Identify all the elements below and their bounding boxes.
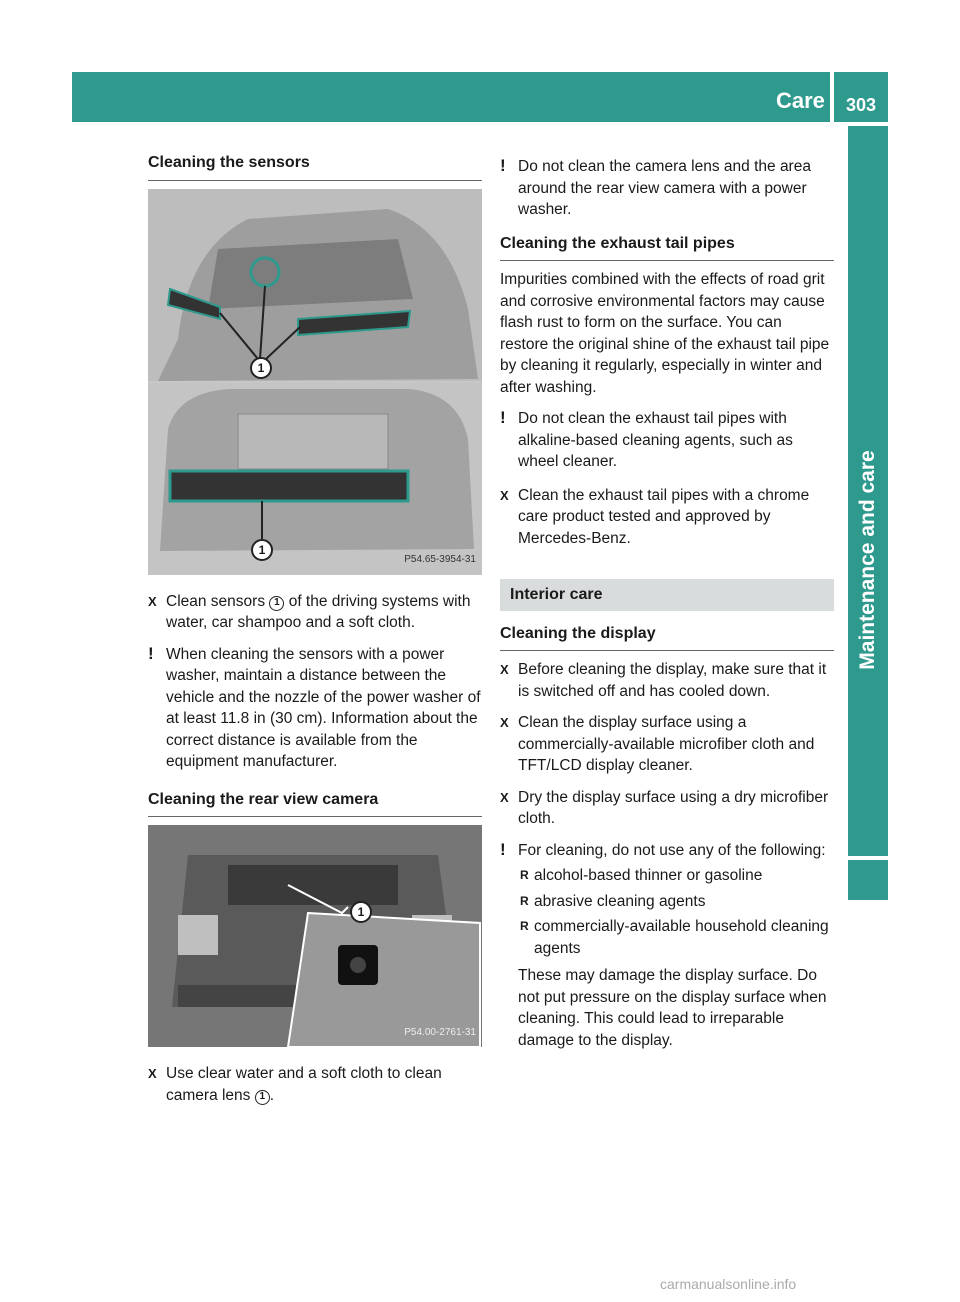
bullet-icon: R (520, 919, 529, 933)
section-title-display: Cleaning the display (500, 623, 834, 652)
warning-camera-washer: ! Do not clean the camera lens and the area around the rear view camera with a power washer. (500, 156, 811, 218)
callout-1-front: 1 (250, 357, 272, 379)
header-bar (72, 72, 830, 122)
step-arrow-icon: X (500, 715, 509, 730)
warning-power-washer: ! When cleaning the sensors with a power washer, maintain a distance between the vehicle and the nozzle of the power washer of at least 11.8 in (30 cm). Information about the correct distance is available from the equipment manufacturer. (148, 643, 481, 770)
display-damage-note: These may damage the display surface. Do not put pressure on the display surface when cleaning. This could lead to irreparable damage to the display. (518, 967, 827, 1049)
right-column (500, 152, 834, 1063)
callout-1-rear: 1 (251, 539, 273, 561)
section-title-sensors: Cleaning the sensors (148, 152, 482, 181)
step-display-1: X Before cleaning the display, make sure that it is switched off and has cooled down. (500, 661, 827, 700)
step-clean-sensors: X Clean sensors 1 of the driving systems with water, car shampoo and a soft cloth. (148, 592, 471, 631)
list-item: R alcohol-based thinner or gasoline (518, 865, 834, 887)
step-clean-camera: X Use clear water and a soft cloth to clean camera lens 1 . (148, 1065, 442, 1104)
section-title-camera: Cleaning the rear view camera (148, 789, 482, 818)
step-chrome-care: X Clean the exhaust tail pipes with a chrome care product tested and approved by Mercedes-Benz. (500, 486, 810, 547)
side-tab-label: Maintenance and care (856, 450, 879, 670)
bullet-icon: R (520, 868, 529, 882)
figure-code-camera: P54.00-2761-31 (404, 1026, 476, 1038)
warning-icon: ! (500, 839, 506, 859)
step-arrow-icon: X (148, 1066, 157, 1081)
section-box-interior: Interior care (500, 579, 834, 611)
figure-camera-illustration (148, 825, 482, 1047)
page-number: 303 (834, 72, 888, 122)
figure-code: P54.65-3954-31 (404, 554, 476, 565)
figure-sensors-illustration (148, 189, 482, 575)
step-arrow-icon: X (500, 789, 509, 805)
figure-sensors (148, 189, 482, 575)
warning-icon: ! (148, 643, 154, 663)
figure-camera (148, 825, 482, 1047)
step-display-3: X Dry the display surface using a dry microfiber cloth. (500, 788, 829, 827)
warning-icon: ! (500, 408, 506, 427)
list-item: R abrasive cleaning agents (518, 891, 834, 913)
step-display-2: X Clean the display surface using a commercially-available microfiber cloth and TFT/LCD display cleaner. (500, 714, 815, 774)
exhaust-paragraph: Impurities combined with the effects of road grit and corrosive environmental factors may cause flash rust to form on the surface. You can restore the original shine of the exhaust tail pipe by cleaning it regularly, especially in winter and after washing. (500, 271, 830, 396)
warning-icon: ! (500, 156, 506, 175)
footer-watermark: carmanualsonline.info (660, 1276, 797, 1292)
callout-inline: 1 (255, 1090, 270, 1105)
step-arrow-icon: X (500, 662, 509, 677)
callout-inline: 1 (269, 596, 284, 611)
warning-alkaline: ! Do not clean the exhaust tail pipes with alkaline-based cleaning agents, such as wheel cleaner. (500, 408, 793, 470)
warning-display-cleaning: ! For cleaning, do not use any of the following: R alcohol-based thinner or gasoline R abrasive cleaning agents R commercially-available household cleaning agents These may damage the display surface. Do not put pressure on the display surface when cleaning. This could lead to irreparable damage to the display. (500, 840, 834, 1052)
callout-1-camera: 1 (350, 901, 372, 923)
left-column (148, 152, 482, 1116)
step-arrow-icon: X (500, 487, 509, 503)
side-tab-box (848, 860, 888, 900)
list-item: R commercially-available household cleaning agents (520, 918, 829, 957)
bullet-icon: R (520, 893, 529, 908)
header-title: Care (776, 88, 825, 113)
step-arrow-icon: X (148, 593, 157, 609)
section-title-exhaust: Cleaning the exhaust tail pipes (500, 233, 834, 262)
